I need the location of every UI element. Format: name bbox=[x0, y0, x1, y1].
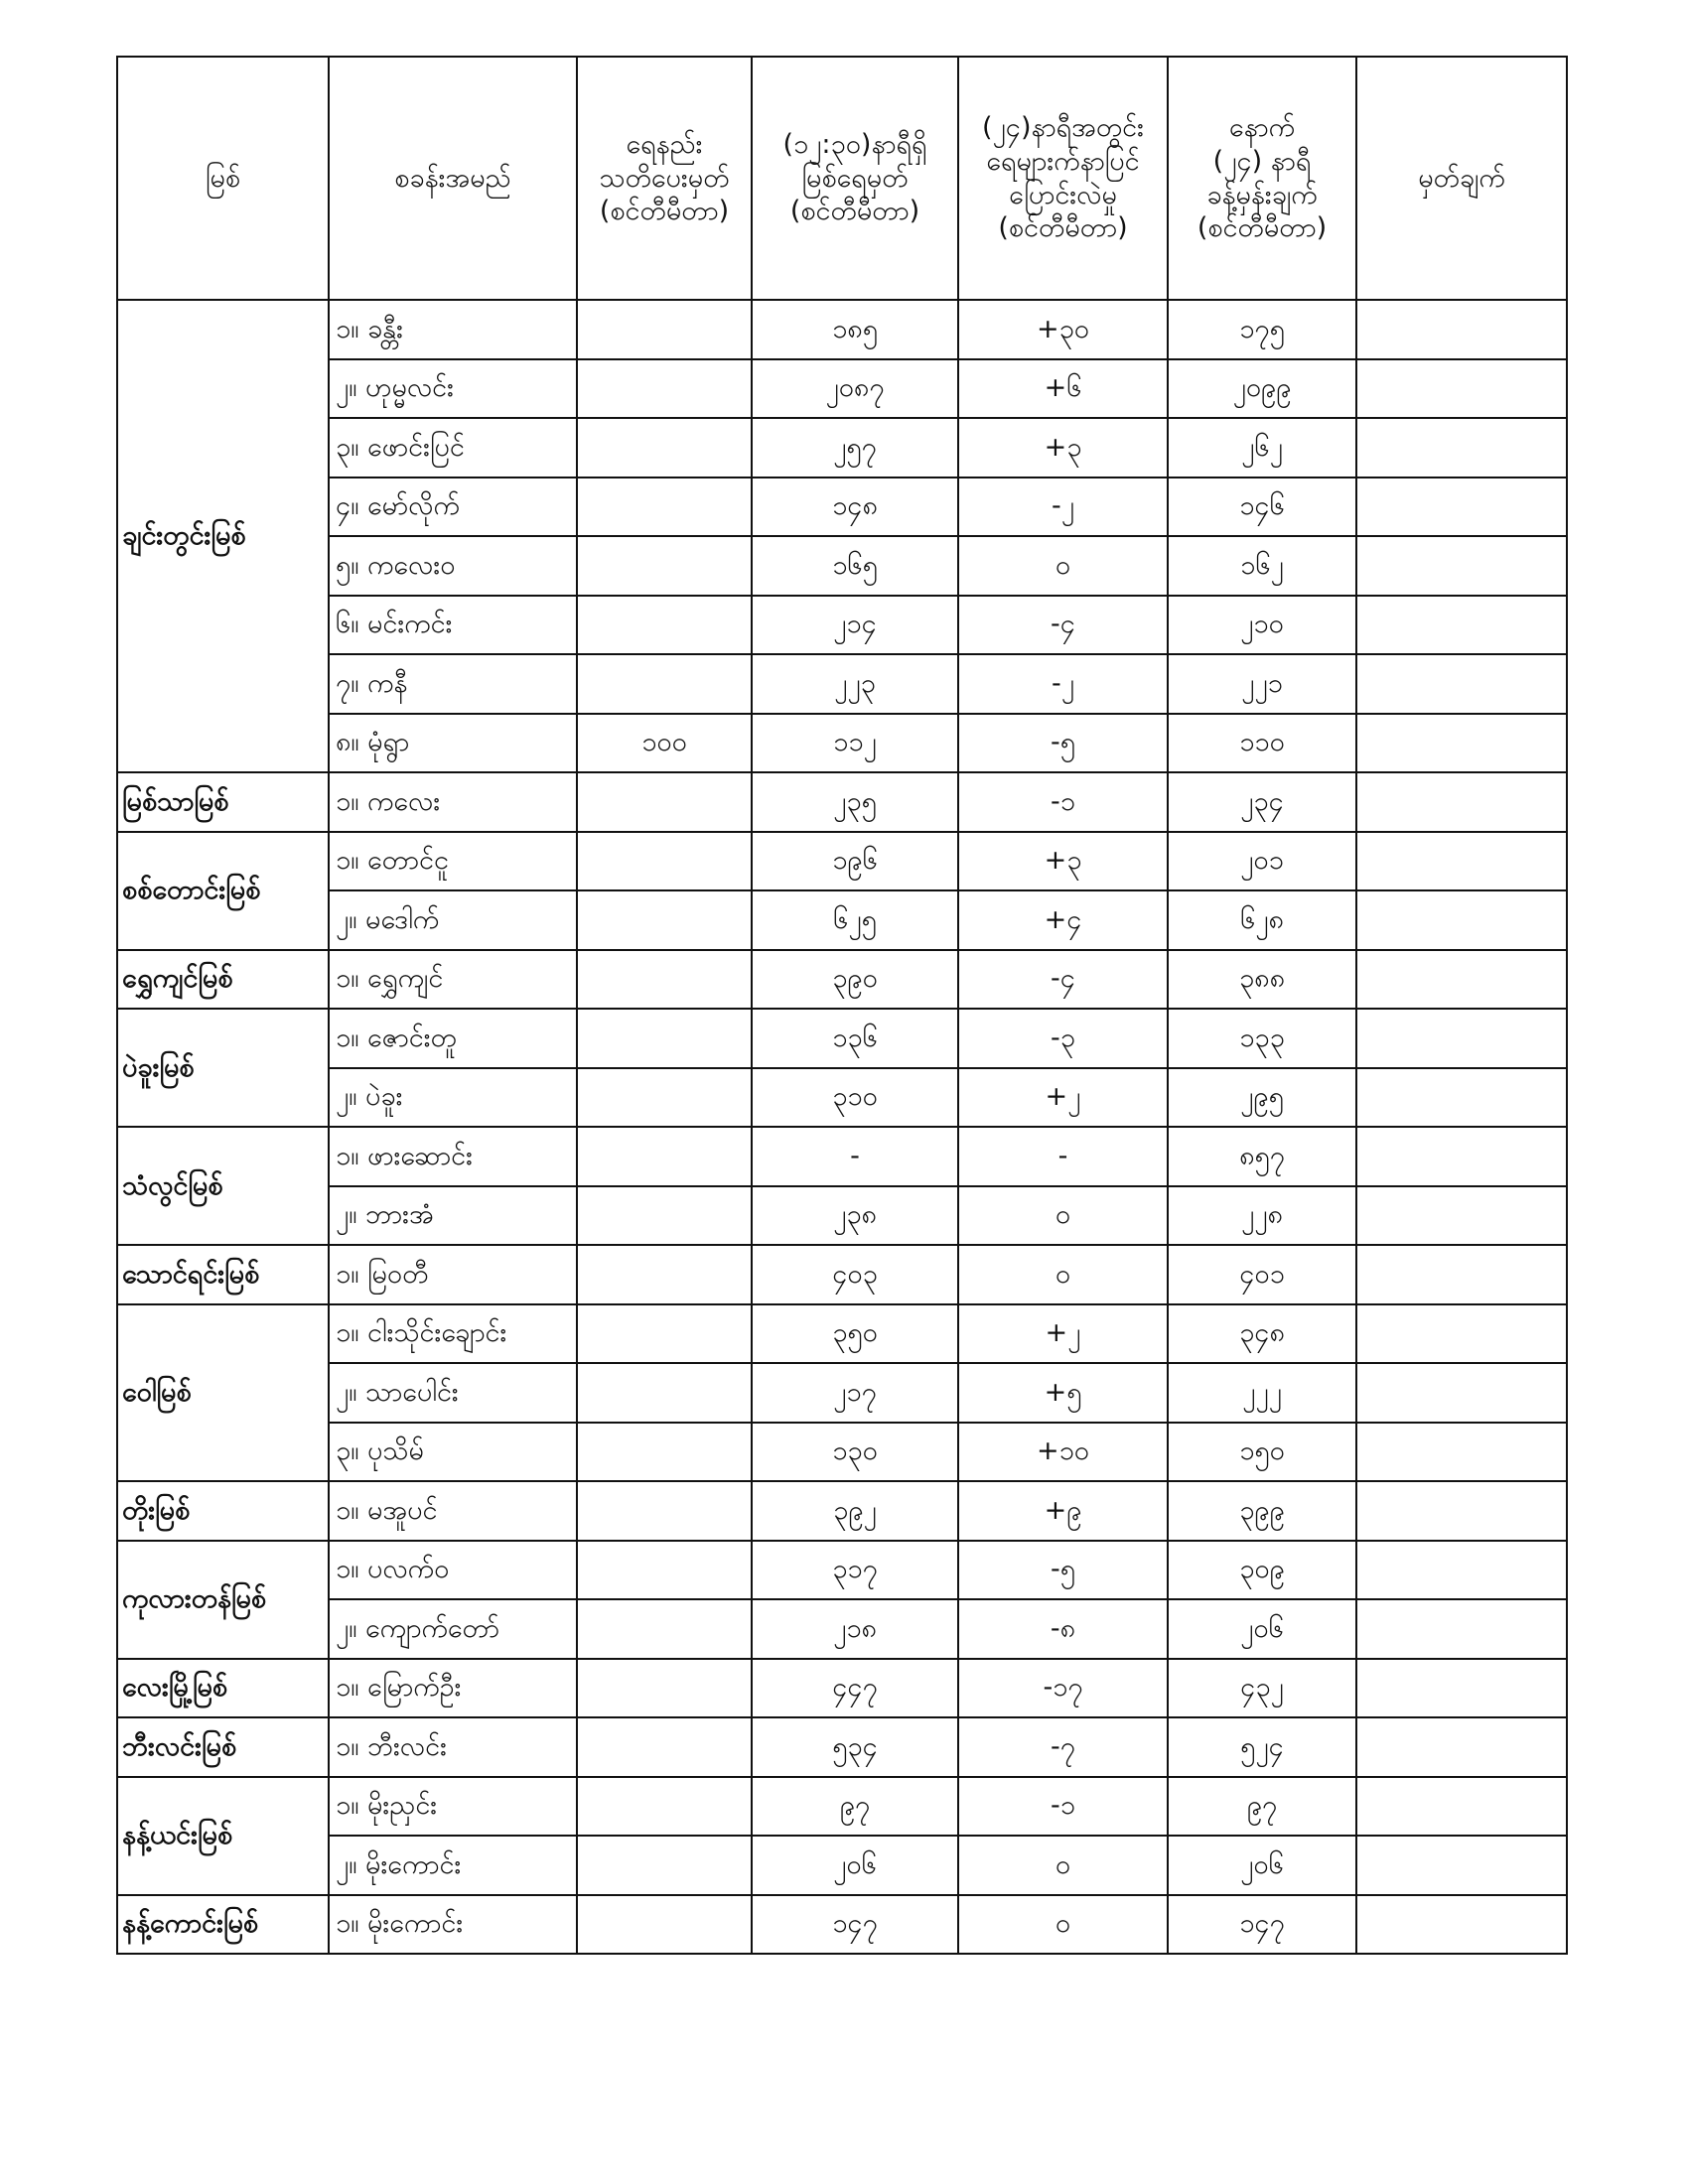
remarks bbox=[1356, 654, 1567, 714]
forecast-level: ၂၀၉၉ bbox=[1168, 359, 1356, 419]
remarks bbox=[1356, 1186, 1567, 1246]
water-level-change: -၅ bbox=[958, 1541, 1168, 1600]
table-header-row bbox=[117, 57, 1567, 300]
forecast-level: ၁၁၀ bbox=[1168, 714, 1356, 773]
water-level-change: ၀ bbox=[958, 1836, 1168, 1895]
low-warning-level bbox=[577, 1304, 752, 1364]
remarks bbox=[1356, 1777, 1567, 1837]
low-warning-level bbox=[577, 1717, 752, 1777]
river-name: လေးမြို့မြစ် bbox=[117, 1659, 329, 1718]
forecast-level: ၁၇၅ bbox=[1168, 300, 1356, 359]
current-water-level: ၂၂၃ bbox=[752, 654, 958, 714]
header-line: ခန့်မှန်းချက် bbox=[1206, 179, 1318, 210]
river-name: ဝေါမြစ် bbox=[117, 1304, 329, 1482]
low-warning-level bbox=[577, 1363, 752, 1423]
current-water-level: ၂၀၆ bbox=[752, 1836, 958, 1895]
header-line: (စင်တီမီတာ) bbox=[599, 196, 730, 227]
header-line: (၁၂:၃၀)နာရီရှိ bbox=[782, 128, 927, 160]
low-warning-level bbox=[577, 536, 752, 596]
remarks bbox=[1356, 359, 1567, 419]
low-warning-level bbox=[577, 418, 752, 478]
forecast-level: ၂၀၆ bbox=[1168, 1836, 1356, 1895]
water-level-change: -၄ bbox=[958, 596, 1168, 655]
water-level-change: - bbox=[958, 1127, 1168, 1186]
header-river bbox=[117, 57, 329, 300]
header-line: သတိပေးမှတ် bbox=[599, 162, 730, 194]
station-name: ၁။ ဘီးလင်း bbox=[329, 1717, 577, 1777]
station-name: ၂။ ဘားအံ bbox=[329, 1186, 577, 1246]
header-line: ရေနည်း bbox=[626, 128, 703, 160]
table-row bbox=[117, 1717, 1567, 1777]
low-warning-level bbox=[577, 890, 752, 950]
forecast-level: ၂၃၄ bbox=[1168, 772, 1356, 832]
station-name: ၁။ ပလက်ဝ bbox=[329, 1541, 577, 1600]
low-warning-level bbox=[577, 950, 752, 1010]
forecast-level: ၃၈၈ bbox=[1168, 950, 1356, 1010]
header-current-level bbox=[752, 57, 958, 300]
current-water-level: ၁၄၇ bbox=[752, 1895, 958, 1955]
current-water-level: ၁၃၀ bbox=[752, 1423, 958, 1482]
river-name: ကုလားတန်မြစ် bbox=[117, 1541, 329, 1659]
low-warning-level bbox=[577, 654, 752, 714]
low-warning-level bbox=[577, 1777, 752, 1837]
header-line: (၂၄) နာရီ bbox=[1212, 145, 1312, 177]
table-row bbox=[117, 1363, 1567, 1423]
header-low-warning bbox=[577, 57, 752, 300]
water-level-change: +၅ bbox=[958, 1363, 1168, 1423]
river-name: နန့်ကောင်းမြစ် bbox=[117, 1895, 329, 1955]
low-warning-level bbox=[577, 1599, 752, 1659]
current-water-level: ၃၅၀ bbox=[752, 1304, 958, 1364]
table-row bbox=[117, 1895, 1567, 1955]
table-row bbox=[117, 1304, 1567, 1364]
remarks bbox=[1356, 1423, 1567, 1482]
low-warning-level bbox=[577, 1009, 752, 1068]
water-level-change: -၁ bbox=[958, 772, 1168, 832]
current-water-level: ၂၅၇ bbox=[752, 418, 958, 478]
remarks bbox=[1356, 1304, 1567, 1364]
station-name: ၃။ ဖောင်းပြင် bbox=[329, 418, 577, 478]
water-level-table bbox=[116, 56, 1568, 1955]
river-name: ပဲခူးမြစ် bbox=[117, 1009, 329, 1127]
current-water-level: ၂၁၇ bbox=[752, 1363, 958, 1423]
forecast-level: ၄၃၂ bbox=[1168, 1659, 1356, 1718]
station-name: ၁။ ဇောင်းတူ bbox=[329, 1009, 577, 1068]
header-line: မှတ်ချက် bbox=[1418, 162, 1505, 194]
table-row bbox=[117, 1836, 1567, 1895]
station-name: ၈။ မုံရွာ bbox=[329, 714, 577, 773]
remarks bbox=[1356, 1599, 1567, 1659]
table-row bbox=[117, 418, 1567, 478]
water-level-change: ၀ bbox=[958, 1895, 1168, 1955]
table-row bbox=[117, 654, 1567, 714]
station-name: ၁။ မြဝတီ bbox=[329, 1245, 577, 1304]
station-name: ၁။ ဖားဆောင်း bbox=[329, 1127, 577, 1186]
station-name: ၁။ ရွှေကျင် bbox=[329, 950, 577, 1010]
water-level-change: +၆ bbox=[958, 359, 1168, 419]
remarks bbox=[1356, 1127, 1567, 1186]
header-line: ပြောင်းလဲမှု bbox=[1009, 179, 1117, 210]
water-level-change: +၂ bbox=[958, 1068, 1168, 1128]
low-warning-level bbox=[577, 596, 752, 655]
forecast-level: ၃၄၈ bbox=[1168, 1304, 1356, 1364]
current-water-level: ၆၂၅ bbox=[752, 890, 958, 950]
current-water-level: ၁၈၅ bbox=[752, 300, 958, 359]
forecast-level: ၂၁၀ bbox=[1168, 596, 1356, 655]
table-row bbox=[117, 1127, 1567, 1186]
remarks bbox=[1356, 418, 1567, 478]
forecast-level: ၄၀၁ bbox=[1168, 1245, 1356, 1304]
water-level-change: +၂ bbox=[958, 1304, 1168, 1364]
water-level-change: -၂ bbox=[958, 478, 1168, 537]
table-row bbox=[117, 1481, 1567, 1541]
current-water-level: ၁၄၈ bbox=[752, 478, 958, 537]
remarks bbox=[1356, 1717, 1567, 1777]
table-row bbox=[117, 832, 1567, 891]
forecast-level: ၁၃၃ bbox=[1168, 1009, 1356, 1068]
water-level-change: +၃ bbox=[958, 832, 1168, 891]
low-warning-level bbox=[577, 1481, 752, 1541]
current-water-level: ၄၄၇ bbox=[752, 1659, 958, 1718]
station-name: ၁။ ငါးသိုင်းချောင်း bbox=[329, 1304, 577, 1364]
forecast-level: ၃၀၉ bbox=[1168, 1541, 1356, 1600]
river-name: ရွှေကျင်မြစ် bbox=[117, 950, 329, 1010]
table-row bbox=[117, 536, 1567, 596]
header-line: မြစ် bbox=[205, 162, 241, 194]
current-water-level: ၁၃၆ bbox=[752, 1009, 958, 1068]
forecast-level: ၁၄၇ bbox=[1168, 1895, 1356, 1955]
current-water-level: ၁၆၅ bbox=[752, 536, 958, 596]
forecast-level: ၁၄၆ bbox=[1168, 478, 1356, 537]
low-warning-level bbox=[577, 832, 752, 891]
station-name: ၃။ ပုသိမ် bbox=[329, 1423, 577, 1482]
low-warning-level bbox=[577, 772, 752, 832]
low-warning-level bbox=[577, 478, 752, 537]
forecast-level: ၆၂၈ bbox=[1168, 890, 1356, 950]
forecast-level: ၉၇ bbox=[1168, 1777, 1356, 1837]
forecast-level: ၂၂၂ bbox=[1168, 1363, 1356, 1423]
station-name: ၂။ မဒေါက် bbox=[329, 890, 577, 950]
remarks bbox=[1356, 1363, 1567, 1423]
station-name: ၁။ ကလေး bbox=[329, 772, 577, 832]
station-name: ၂။ ကျောက်တော် bbox=[329, 1599, 577, 1659]
forecast-level: ၂၀၁ bbox=[1168, 832, 1356, 891]
header-line: (စင်တီမီတာ) bbox=[998, 212, 1128, 244]
table-row bbox=[117, 1659, 1567, 1718]
water-level-change: +၃ bbox=[958, 418, 1168, 478]
forecast-level: ၃၉၉ bbox=[1168, 1481, 1356, 1541]
low-warning-level bbox=[577, 1186, 752, 1246]
water-level-change: +၃၀ bbox=[958, 300, 1168, 359]
water-level-change: -၃ bbox=[958, 1009, 1168, 1068]
table-row bbox=[117, 300, 1567, 359]
forecast-level: ၂၀၆ bbox=[1168, 1599, 1356, 1659]
header-line: (၂၄)နာရီအတွင်း bbox=[981, 112, 1144, 143]
water-level-change: ၀ bbox=[958, 536, 1168, 596]
water-level-change: -၁၇ bbox=[958, 1659, 1168, 1718]
current-water-level: ၂၃၅ bbox=[752, 772, 958, 832]
water-level-change: -၂ bbox=[958, 654, 1168, 714]
remarks bbox=[1356, 832, 1567, 891]
water-level-change: -၇ bbox=[958, 1717, 1168, 1777]
low-warning-level bbox=[577, 300, 752, 359]
station-name: ၂။ ပဲခူး bbox=[329, 1068, 577, 1128]
station-name: ၂။ မိုးကောင်း bbox=[329, 1836, 577, 1895]
station-name: ၂။ သာပေါင်း bbox=[329, 1363, 577, 1423]
low-warning-level bbox=[577, 1127, 752, 1186]
remarks bbox=[1356, 1068, 1567, 1128]
low-warning-level bbox=[577, 359, 752, 419]
table-row bbox=[117, 1009, 1567, 1068]
current-water-level: ၂၃၈ bbox=[752, 1186, 958, 1246]
low-warning-level bbox=[577, 1541, 752, 1600]
station-name: ၁။ မိုးညှင်း bbox=[329, 1777, 577, 1837]
station-name: ၆။ မင်းကင်း bbox=[329, 596, 577, 655]
header-line: မြစ်ရေမှတ် bbox=[801, 162, 909, 194]
forecast-level: ၂၂၁ bbox=[1168, 654, 1356, 714]
low-warning-level bbox=[577, 1836, 752, 1895]
table-body bbox=[117, 300, 1567, 1954]
header-line: (စင်တီမီတာ) bbox=[789, 196, 920, 227]
forecast-level: ၁၆၂ bbox=[1168, 536, 1356, 596]
low-warning-level bbox=[577, 1895, 752, 1955]
station-name: ၅။ ကလေးဝ bbox=[329, 536, 577, 596]
station-name: ၇။ ကနီ bbox=[329, 654, 577, 714]
current-water-level: ၂၁၄ bbox=[752, 596, 958, 655]
header-24h-change bbox=[958, 57, 1168, 300]
remarks bbox=[1356, 1541, 1567, 1600]
station-name: ၁။ မြောက်ဦး bbox=[329, 1659, 577, 1718]
water-level-change: -၄ bbox=[958, 950, 1168, 1010]
station-name: ၄။ မော်လိုက် bbox=[329, 478, 577, 537]
table-row bbox=[117, 1068, 1567, 1128]
current-water-level: ၄၀၃ bbox=[752, 1245, 958, 1304]
low-warning-level bbox=[577, 1245, 752, 1304]
station-name: ၁။ ခန္တီး bbox=[329, 300, 577, 359]
header-line: စခန်းအမည် bbox=[394, 162, 511, 194]
table-row bbox=[117, 1777, 1567, 1837]
table-row bbox=[117, 359, 1567, 419]
low-warning-level bbox=[577, 1423, 752, 1482]
water-level-change: ၀ bbox=[958, 1186, 1168, 1246]
current-water-level: ၂၁၈ bbox=[752, 1599, 958, 1659]
current-water-level: ၁၁၂ bbox=[752, 714, 958, 773]
river-name: နန့်ယင်းမြစ် bbox=[117, 1777, 329, 1895]
table-row bbox=[117, 1186, 1567, 1246]
table-row bbox=[117, 772, 1567, 832]
current-water-level: ၉၇ bbox=[752, 1777, 958, 1837]
table-row bbox=[117, 478, 1567, 537]
table-row bbox=[117, 1423, 1567, 1482]
header-station bbox=[329, 57, 577, 300]
current-water-level: ၂၀၈၇ bbox=[752, 359, 958, 419]
remarks bbox=[1356, 950, 1567, 1010]
current-water-level: ၃၉၂ bbox=[752, 1481, 958, 1541]
remarks bbox=[1356, 536, 1567, 596]
low-warning-level bbox=[577, 1068, 752, 1128]
river-name: သံလွင်မြစ် bbox=[117, 1127, 329, 1245]
forecast-level: ၂၂၈ bbox=[1168, 1186, 1356, 1246]
water-level-change: +၄ bbox=[958, 890, 1168, 950]
water-level-change: +၉ bbox=[958, 1481, 1168, 1541]
remarks bbox=[1356, 1895, 1567, 1955]
header-line: နောက် bbox=[1228, 112, 1296, 143]
remarks bbox=[1356, 1836, 1567, 1895]
river-name: မြစ်သာမြစ် bbox=[117, 772, 329, 832]
current-water-level: ၁၉၆ bbox=[752, 832, 958, 891]
table-row bbox=[117, 1541, 1567, 1600]
river-name: သောင်ရင်းမြစ် bbox=[117, 1245, 329, 1304]
table-row bbox=[117, 714, 1567, 773]
station-name: ၁။ မိုးကောင်း bbox=[329, 1895, 577, 1955]
river-name: စစ်တောင်းမြစ် bbox=[117, 832, 329, 950]
water-level-change: ၀ bbox=[958, 1245, 1168, 1304]
remarks bbox=[1356, 478, 1567, 537]
remarks bbox=[1356, 300, 1567, 359]
forecast-level: ၂၉၅ bbox=[1168, 1068, 1356, 1128]
remarks bbox=[1356, 1245, 1567, 1304]
table-row bbox=[117, 596, 1567, 655]
current-water-level: ၅၃၄ bbox=[752, 1717, 958, 1777]
remarks bbox=[1356, 1659, 1567, 1718]
river-name: ဘီးလင်းမြစ် bbox=[117, 1717, 329, 1777]
station-name: ၂။ ဟုမ္မလင်း bbox=[329, 359, 577, 419]
water-level-sheet bbox=[116, 56, 1566, 1955]
river-name: တိုးမြစ် bbox=[117, 1481, 329, 1541]
station-name: ၁။ တောင်ငူ bbox=[329, 832, 577, 891]
table-row bbox=[117, 1599, 1567, 1659]
low-warning-level: ၁၀၀ bbox=[577, 714, 752, 773]
table-row bbox=[117, 950, 1567, 1010]
water-level-change: -၁ bbox=[958, 1777, 1168, 1837]
water-level-change: +၁၀ bbox=[958, 1423, 1168, 1482]
remarks bbox=[1356, 1009, 1567, 1068]
current-water-level: - bbox=[752, 1127, 958, 1186]
forecast-level: ၅၂၄ bbox=[1168, 1717, 1356, 1777]
header-24h-forecast bbox=[1168, 57, 1356, 300]
low-warning-level bbox=[577, 1659, 752, 1718]
water-level-change: -၅ bbox=[958, 714, 1168, 773]
current-water-level: ၃၁၀ bbox=[752, 1068, 958, 1128]
remarks bbox=[1356, 890, 1567, 950]
forecast-level: ၂၆၂ bbox=[1168, 418, 1356, 478]
header-remarks bbox=[1356, 57, 1567, 300]
header-line: ရေများက်နာပြင် bbox=[986, 145, 1140, 177]
remarks bbox=[1356, 596, 1567, 655]
header-line: (စင်တီမီတာ) bbox=[1196, 212, 1328, 244]
station-name: ၁။ မအူပင် bbox=[329, 1481, 577, 1541]
forecast-level: ၈၅၇ bbox=[1168, 1127, 1356, 1186]
forecast-level: ၁၅၀ bbox=[1168, 1423, 1356, 1482]
river-name: ချင်းတွင်းမြစ် bbox=[117, 300, 329, 772]
current-water-level: ၃၁၇ bbox=[752, 1541, 958, 1600]
current-water-level: ၃၉၀ bbox=[752, 950, 958, 1010]
water-level-change: -၈ bbox=[958, 1599, 1168, 1659]
remarks bbox=[1356, 772, 1567, 832]
table-row bbox=[117, 1245, 1567, 1304]
table-row bbox=[117, 890, 1567, 950]
remarks bbox=[1356, 1481, 1567, 1541]
remarks bbox=[1356, 714, 1567, 773]
